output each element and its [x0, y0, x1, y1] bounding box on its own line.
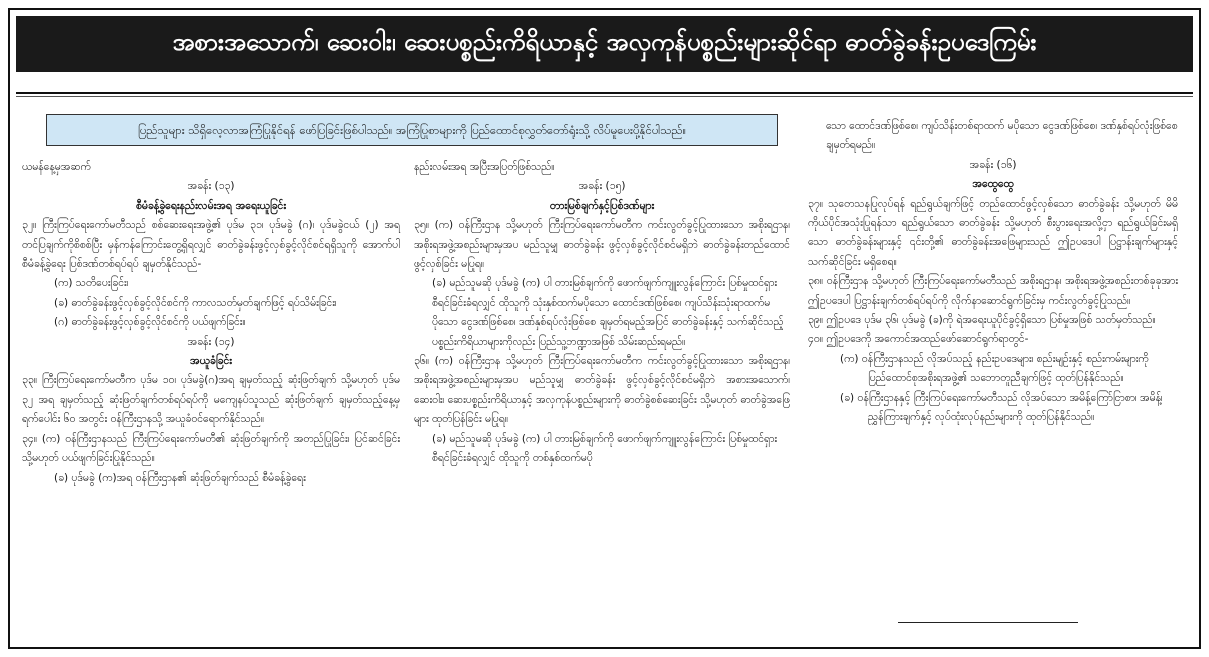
column-right — [808, 117, 1178, 428]
section-paragraph: ၃၄။ (က) ဝန်ကြီးဌာနသည် ကြီးကြပ်ရေးကော်မတီ၏ ဆုံးဖြတ်ချက်ကို အတည်ပြုခြင်း၊ ပြင်ဆင်ခြင်း သို့မဟုတ် ပယ်ဖျက်ခြင်းပြုနိုင်သည်။ — [22, 432, 400, 465]
column-middle — [414, 158, 790, 469]
clause-item: (က) ဝန်ကြီးဌာနသည် လိုအပ်သည့် နည်းဥပဒေများ၊ စည်းမျဉ်းနှင့် စည်းကမ်းများကို ပြည်ထောင်စုအစိုးရအဖွဲ့၏ သဘောတူညီချက်ဖြင့် ထုတ်ပြန်နိုင်သည်။ — [840, 352, 1149, 385]
clause-item: (ခ) မည်သူမဆို ပုဒ်မခွဲ (က) ပါ တားမြစ်ချက်ကို ဖောက်ဖျက်ကျူးလွန်ကြောင်း ပြစ်မှုထင်ရှားစီရင်ခြင်းခံရလျှင် ထိုသူကို တစ်နှစ်ထက်မပို — [432, 432, 778, 465]
chapter-heading: အခန်း (၁၃) — [187, 180, 235, 193]
chapter-title: အယူခံခြင်း — [190, 355, 232, 368]
section-paragraph: ၃၈။ ဝန်ကြီးဌာန သို့မဟုတ် ကြီးကြပ်ရေးကော်မတီသည် အစိုးရဌာန၊ အစိုးရအဖွဲ့အစည်းတစ်ခုခုအား ဤဥပဒေပါ ပြဋ္ဌာန်းချက်တစ်ရပ်ရပ်ကို လိုက်နာဆောင်ရွက်ခြင်းမှ ကင်းလွတ်ခွင့်ပြုသည်။ — [808, 275, 1178, 307]
continued-label: ယမန်နေ့မှအဆက် — [22, 161, 91, 173]
section-paragraph: ၃၉။ ဤဥပဒေ ပုဒ်မ ၃၆၊ ပုဒ်မခွဲ (ခ)ကို ရဲအရေးယူပိုင်ခွင့်ရှိသော ပြစ်မှုအဖြစ် သတ်မှတ်သည်။ — [808, 314, 1156, 327]
chapter-heading: အခန်း (၁၅) — [578, 180, 626, 193]
headline-banner — [16, 16, 1193, 72]
section-paragraph: ၃၅။ (က) ဝန်ကြီးဌာန သို့မဟုတ် ကြီးကြပ်ရေးကော်မတီက ကင်းလွတ်ခွင့်ပြုထားသော အစိုးရဌာန၊ အစိုးရအဖွဲ့အစည်းများမှအပ မည်သူမျှ ဓာတ်ခွဲခန်း ဖွင့်လှစ်ခွင့်လိုင်စင်မရှိဘဲ ဓာတ်ခွဲခန်းတည်ထောင်ဖွင့်လှစ်ခြင်း မပြုရ။ — [414, 219, 790, 271]
section-paragraph: ၄၀။ ဤဥပဒေကို အကောင်အထည်ဖော်ဆောင်ရွက်ရာတွင်- — [808, 333, 1029, 346]
clause-item: (ခ) ဓာတ်ခွဲခန်းဖွင့်လှစ်ခွင့်လိုင်စင်ကို ကာလသတ်မှတ်ချက်ဖြင့် ရပ်သိမ်းခြင်း၊ — [54, 296, 337, 309]
clause-item: (ခ) ပုဒ်မခွဲ (က)အရ ဝန်ကြီးဌာန၏ ဆုံးဖြတ်ချက်သည် စီမံခန့်ခွဲရေး — [54, 471, 306, 484]
divider-rule-thin — [16, 96, 1193, 97]
notice-box — [46, 114, 778, 146]
section-paragraph: ၃၆။ (က) ဝန်ကြီးဌာန သို့မဟုတ် ကြီးကြပ်ရေးကော်မတီက ကင်းလွတ်ခွင့်ပြုထားသော အစိုးရဌာန၊ အစိုးရအဖွဲ့အစည်းများမှအပ မည်သူမျှ ဓာတ်ခွဲခန်း ဖွင့်လှစ်ခွင့်လိုင်စင်မရှိဘဲ အစားအသောက်၊ ဆေးဝါး၊ ဆေးပစ္စည်းကိရိယာနှင့် အလှကုန်ပစ္စည်းများကို ဓာတ်ခွဲစစ်ဆေးခြင်း သို့မဟုတ် ဓာတ်ခွဲအဖြေများ ထုတ်ပြန်ခြင်း မပြုရ။ — [414, 355, 790, 426]
chapter-title: စီမံခန့်ခွဲရေးနည်းလမ်းအရ အရေးယူခြင်း — [135, 199, 287, 212]
section-paragraph: ၃၂။ ကြီးကြပ်ရေးကော်မတီသည် စစ်ဆေးရေးအဖွဲ့၏ ပုဒ်မ ၃၁၊ ပုဒ်မခွဲ (ဂ)၊ ပုဒ်မခွဲငယ် (၂) အရ တင်ပြချက်ကိုစိစစ်ပြီး မှန်ကန်ကြောင်းတွေ့ရှိရလျှင် ဓာတ်ခွဲခန်းဖွင့်လှစ်ခွင့်လိုင်စင်ရရှိသူကို အောက်ပါစီမံခန့်ခွဲရေး ပြစ်ဒဏ်တစ်ရပ်ရပ် ချမှတ်နိုင်သည်- — [22, 219, 400, 271]
divider-rule — [16, 92, 1193, 94]
clause-item: (ခ) ဝန်ကြီးဌာနနှင့် ကြီးကြပ်ရေးကော်မတီသည် လိုအပ်သော အမိန့်ကြော်ငြာစာ၊ အမိန့်၊ ညွှန်ကြားချက်နှင့် လုပ်ထုံးလုပ်နည်းများကို ထုတ်ပြန်နိုင်သည်။ — [840, 391, 1163, 424]
clause-item: (ဂ) ဓာတ်ခွဲခန်းဖွင့်လှစ်ခွင့်လိုင်စင်ကို ပယ်ဖျက်ခြင်း။ — [54, 316, 246, 329]
chapter-heading: အခန်း (၁၆) — [969, 158, 1017, 171]
clause-item: (က) သတိပေးခြင်း၊ — [54, 277, 129, 290]
clause-item: (ခ) မည်သူမဆို ပုဒ်မခွဲ (က) ပါ တားမြစ်ချက်ကို ဖောက်ဖျက်ကျူးလွန်ကြောင်း ပြစ်မှုထင်ရှားစီရင်ခြင်းခံရလျှင် ထိုသူကို သုံးနှစ်ထက်မပိုသော ထောင်ဒဏ်ဖြစ်စေ၊ ကျပ်သိန်းသုံးရာထက်မပိုသော ငွေဒဏ်ဖြစ်စေ၊ ဒဏ်နှစ်ရပ်လုံးဖြစ်စေ ချမှတ်ရမည့်အပြင် ဓာတ်ခွဲခန်းနှင့် သက်ဆိုင်သည့် ပစ္စည်းကိရိယာများကိုလည်း ပြည်သူ့ဘဏ္ဍာအဖြစ် သိမ်းဆည်းရမည်။ — [432, 277, 784, 348]
chapter-title: အထွေထွေ — [972, 178, 1014, 191]
chapter-title: တားမြစ်ချက်နှင့်ပြစ်ဒဏ်များ — [549, 199, 655, 212]
section-paragraph: ၃၇။ သုတေသနပြုလုပ်ရန် ရည်ရွယ်ချက်ဖြင့် တည်ထောင်ဖွင့်လှစ်သော ဓာတ်ခွဲခန်း သို့မဟုတ် မိမိကိုယ်ပိုင်အသုံးပြုရန်သာ ရည်ရွယ်သော ဓာတ်ခွဲခန်း သို့မဟုတ် စီးပွားရေးအလို့ငှာ ရည်ရွယ်ခြင်းမရှိသော ဓာတ်ခွဲခန်းများနှင့် ၎င်းတို့၏ ဓာတ်ခွဲခန်းအဖြေများသည် ဤဥပဒေပါ ပြဋ္ဌာန်းချက်များနှင့် သက်ဆိုင်ခြင်း မရှိစေရ။ — [808, 197, 1178, 268]
notice-text: ပြည်သူများ သိရှိလေ့လာအကြံပြုနိုင်ရန် ဖော်ပြခြင်းဖြစ်ပါသည်။ အကြံပြုစာများကို ပြည်ထောင်စုလွှတ်တော်ရုံးသို့ လိပ်မူပေးပို့နိုင်ပါသည်။ — [137, 123, 687, 137]
section-paragraph: သော ထောင်ဒဏ်ဖြစ်စေ၊ ကျပ်သိန်းတစ်ရာထက် မပိုသော ငွေဒဏ်ဖြစ်စေ၊ ဒဏ်နှစ်ရပ်လုံးဖြစ်စေ ချမှတ်ရမည်။ — [826, 120, 1178, 152]
section-paragraph: ၃၃။ ကြီးကြပ်ရေးကော်မတီက ပုဒ်မ ၁၀၊ ပုဒ်မခွဲ(ဂ)အရ ချမှတ်သည့် ဆုံးဖြတ်ချက် သို့မဟုတ် ပုဒ်မ ၃၂ အရ ချမှတ်သည့် ဆုံးဖြတ်ချက်တစ်ရပ်ရပ်ကို မကျေနပ်သူသည် ဆုံးဖြတ်ချက် ချမှတ်သည့်နေ့မှ ရက်ပေါင်း ၆၀ အတွင်း ဝန်ကြီးဌာနသို့ အယူခံဝင်ရောက်နိုင်သည်။ — [22, 374, 400, 426]
headline-title: အစားအသောက်၊ ဆေးဝါး၊ ဆေးပစ္စည်းကိရိယာနှင့် အလှကုန်ပစ္စည်းများဆိုင်ရာ ဓာတ်ခွဲခန်းဥပဒေကြမ်း — [172, 28, 1037, 56]
chapter-heading: အခန်း (၁၄) — [187, 335, 235, 348]
end-rule — [898, 622, 1078, 623]
section-paragraph: နည်းလမ်းအရ အပြီးအပြတ်ဖြစ်သည်။ — [414, 161, 555, 173]
column-left — [22, 158, 400, 488]
